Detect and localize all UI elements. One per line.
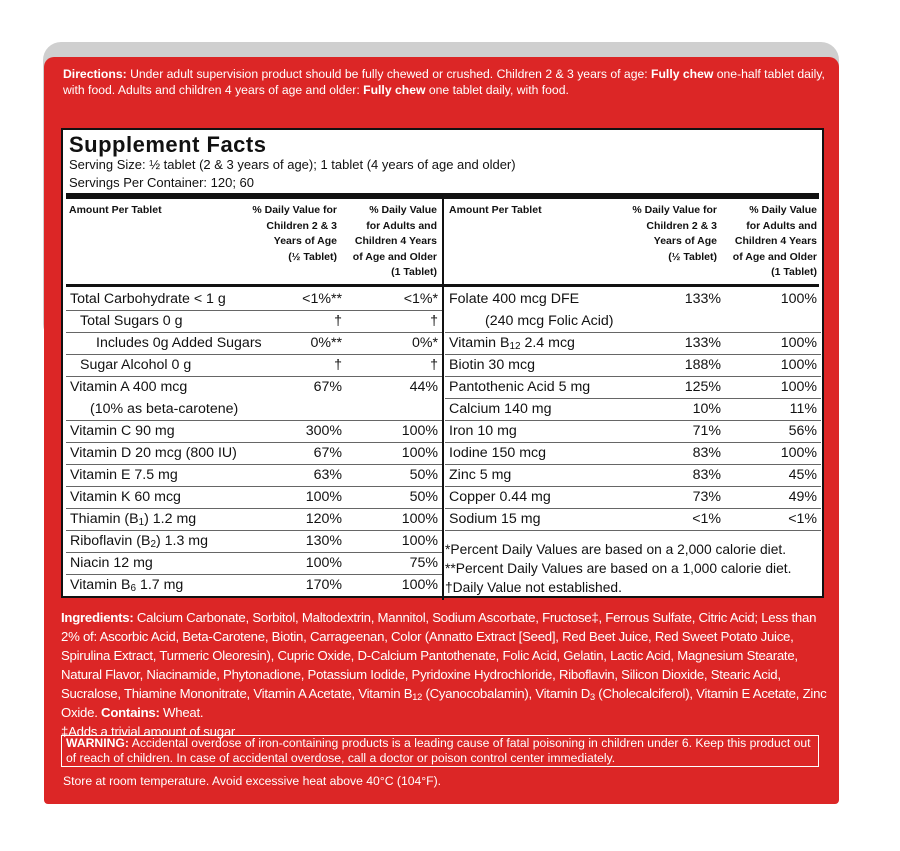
nutrient-row — [445, 420, 821, 443]
column-divider — [442, 199, 444, 600]
nutrient-name: Iron 10 mg — [449, 423, 517, 439]
header-dv-children-right: % Daily Value for Children 2 & 3 Years of Age (½ Tablet) — [632, 204, 717, 263]
warning-box — [61, 735, 819, 767]
nutrient-row — [66, 530, 442, 553]
nutrient-name: Biotin 30 mcg — [449, 357, 535, 373]
footnote-2000: *Percent Daily Values are based on a 2,000 calorie diet. — [445, 542, 787, 557]
dv-adults: 100% — [780, 335, 817, 351]
nutrient-name: Vitamin $B_{12}$ 2.4 mcg — [449, 335, 575, 352]
nutrient-name: Pantothenic Acid 5 mg — [449, 379, 591, 395]
dv-adults: 44% — [409, 379, 438, 395]
nutrient-row — [445, 486, 821, 509]
nutrient-name: Sugar Alcohol 0 g — [80, 357, 192, 373]
footnote-dagger: †Daily Value not established. — [445, 580, 622, 595]
dv-children: 63% — [313, 467, 342, 483]
nutrient-row — [66, 332, 442, 355]
ingredients-label: Ingredients: — [61, 610, 134, 625]
nutrient-name: Includes 0g Added Sugars — [96, 335, 262, 351]
dv-children: <1% — [692, 511, 721, 527]
dv-adults: 49% — [788, 489, 817, 505]
dv-children: 133% — [684, 335, 721, 351]
nutrient-name: Zinc 5 mg — [449, 467, 512, 483]
dv-adults: 50% — [409, 489, 438, 505]
nutrient-name: Vitamin A 400 mcg — [70, 379, 188, 395]
dv-adults: 75% — [409, 555, 438, 571]
dv-adults: 100% — [401, 445, 438, 461]
supplement-facts-title: Supplement Facts — [69, 132, 267, 157]
nutrient-name: Thiamin $(B_1)$ 1.2 mg — [70, 511, 197, 528]
ingredients-list: Calcium Carbonate, Sorbitol, Maltodextrin, Mannitol, Sodium Ascorbate, Fructose‡, Ferrous Sulfate, Citric Acid; Less than 2% of: Ascorbic Acid, Beta-Carotene, Biotin, Carrageenan, Color (Annatto Extract [Seed], Red Beet Juice, Red Sweet Potato Juice, Spirulina Extract, Turmeric Oleoresin), Cupric Oxide, D-Calcium Pantothenate, Folic Acid, Gelatin, Lactic Acid, Magnesium Stearate, Natural Flavor, Niacinamide, Phytonadione, Potassium Iodide, Pyridoxine Hydrochloride, Riboflavin, Silicon Dioxide, Stearic Acid, Sucralose, Thiamine Mononitrate, Vitamin A Acetate, Vitamin $B_{12}$ (Cyanocobalamin), Vitamin $D_3$ (Cholecalciferol), Vitamin E Acetate, Zinc Oxide. — [61, 610, 827, 720]
dv-children: 188% — [684, 357, 721, 373]
nutrient-name: (240 mcg Folic Acid) — [485, 313, 614, 329]
medium-rule — [66, 284, 819, 287]
dv-children: 83% — [692, 445, 721, 461]
nutrient-name: Riboflavin $(B_2)$ 1.3 mg — [70, 533, 209, 550]
dv-adults: <1% — [788, 511, 817, 527]
dv-adults: 100% — [401, 533, 438, 549]
directions-text: Directions: Under adult supervision product should be fully chewed or crushed. Children 2 & 3 years of age: Fully chew one-half tablet daily, with food. Adults and children 4 years of age and older: Fully chew one tablet daily, with food. — [63, 67, 825, 97]
header-dv-children-left: % Daily Value for Children 2 & 3 Years of Age (½ Tablet) — [252, 204, 337, 263]
servings-per-container: Servings Per Container: 120; 60 — [69, 175, 254, 190]
dv-adults: † — [430, 313, 438, 329]
nutrient-row — [66, 464, 442, 487]
dv-adults: 100% — [780, 357, 817, 373]
dv-adults: 11% — [789, 401, 817, 417]
nutrient-row — [66, 310, 442, 333]
nutrient-name: Total Carbohydrate < 1 g — [70, 291, 226, 307]
nutrient-row — [445, 310, 821, 333]
nutrient-row — [445, 288, 821, 310]
warning-text: Accidental overdose of iron-containing products is a leading cause of fatal poisoning in children under 6. Keep this product out of reach of children. In case of accidental overdose, call a doctor or poison control center immediately. — [66, 736, 811, 765]
nutrient-row — [445, 354, 821, 377]
nutrient-name: Vitamin $B_6$ 1.7 mg — [70, 577, 184, 594]
dv-children: 71% — [692, 423, 721, 439]
dv-adults: 0%* — [411, 335, 438, 351]
nutrient-row — [445, 464, 821, 487]
dv-children: † — [334, 313, 342, 329]
dv-children: 170% — [305, 577, 342, 593]
dv-adults: 100% — [780, 291, 817, 307]
nutrient-name: Calcium 140 mg — [449, 401, 552, 417]
dv-children: 300% — [305, 423, 342, 439]
dv-children: † — [334, 357, 342, 373]
footnotes — [445, 540, 791, 597]
nutrient-name: Niacin 12 mg — [70, 555, 153, 571]
nutrient-row — [445, 508, 821, 531]
nutrient-name: Vitamin C 90 mg — [70, 423, 175, 439]
directions-label: Directions: — [63, 67, 127, 81]
nutrient-row — [66, 354, 442, 377]
dv-children: 130% — [305, 533, 342, 549]
ingredients-text — [61, 608, 836, 741]
dv-adults: 45% — [788, 467, 817, 483]
dv-adults: 100% — [780, 445, 817, 461]
dv-children: 73% — [692, 489, 721, 505]
header-dv-adults-right: % Daily Value for Adults and Children 4 Years of Age and Older (1 Tablet) — [732, 204, 817, 278]
header-amount-left: Amount Per Tablet — [69, 204, 162, 216]
nutrient-row — [66, 486, 442, 509]
nutrient-row — [66, 508, 442, 531]
nutrient-row — [66, 552, 442, 575]
dv-children: 67% — [313, 379, 342, 395]
dv-children: 67% — [313, 445, 342, 461]
nutrient-name: Total Sugars 0 g — [80, 313, 183, 329]
sugar-footnote: ‡Adds a trivial amount of sugar — [61, 724, 236, 739]
nutrient-name: Vitamin K 60 mcg — [70, 489, 181, 505]
serving-size: Serving Size: ½ tablet (2 & 3 years of age); 1 tablet (4 years of age and older) — [69, 157, 516, 172]
dv-children: 10% — [692, 401, 721, 417]
dv-adults: 56% — [788, 423, 817, 439]
nutrient-row — [66, 574, 442, 596]
supplement-facts-panel — [61, 128, 824, 598]
dv-adults: 100% — [401, 577, 438, 593]
nutrient-name: Folate 400 mcg DFE — [449, 291, 580, 307]
nutrient-row — [66, 398, 442, 421]
nutrient-name: Copper 0.44 mg — [449, 489, 551, 505]
dv-children: 100% — [305, 555, 342, 571]
nutrient-row — [445, 332, 821, 355]
header-dv-adults-left: % Daily Value for Adults and Children 4 Years of Age and Older (1 Tablet) — [352, 204, 437, 278]
dv-adults: <1%* — [403, 291, 438, 307]
header-amount-right: Amount Per Tablet — [449, 204, 542, 216]
dv-adults: 50% — [409, 467, 438, 483]
nutrient-row — [445, 442, 821, 465]
nutrient-row — [66, 420, 442, 443]
nutrient-row — [66, 376, 442, 398]
warning-label: WARNING: — [66, 736, 129, 750]
dv-children: 100% — [305, 489, 342, 505]
dv-children: 83% — [692, 467, 721, 483]
contains-label: Contains: — [101, 705, 160, 720]
nutrient-name: Iodine 150 mcg — [449, 445, 547, 461]
nutrient-row — [445, 398, 821, 421]
storage-text: Store at room temperature. Avoid excessive heat above 40°C (104°F). — [63, 774, 442, 788]
dv-adults: 100% — [401, 511, 438, 527]
nutrient-name: Vitamin D 20 mcg (800 IU) — [70, 445, 237, 461]
dv-children: <1%** — [302, 291, 342, 307]
dv-children: 120% — [305, 511, 342, 527]
contains-text: Wheat. — [163, 705, 204, 720]
dv-children: 125% — [684, 379, 721, 395]
nutrient-row — [66, 442, 442, 465]
dv-adults: 100% — [401, 423, 438, 439]
nutrient-name: (10% as beta-carotene) — [90, 401, 239, 417]
nutrient-row — [445, 376, 821, 399]
dv-adults: 100% — [780, 379, 817, 395]
dv-adults: † — [430, 357, 438, 373]
nutrient-row — [66, 288, 442, 311]
nutrient-name: Vitamin E 7.5 mg — [70, 467, 178, 483]
nutrient-name: Sodium 15 mg — [449, 511, 541, 527]
dv-children: 133% — [684, 291, 721, 307]
footnote-1000: **Percent Daily Values are based on a 1,000 calorie diet. — [445, 561, 792, 576]
dv-children: 0%** — [310, 335, 342, 351]
